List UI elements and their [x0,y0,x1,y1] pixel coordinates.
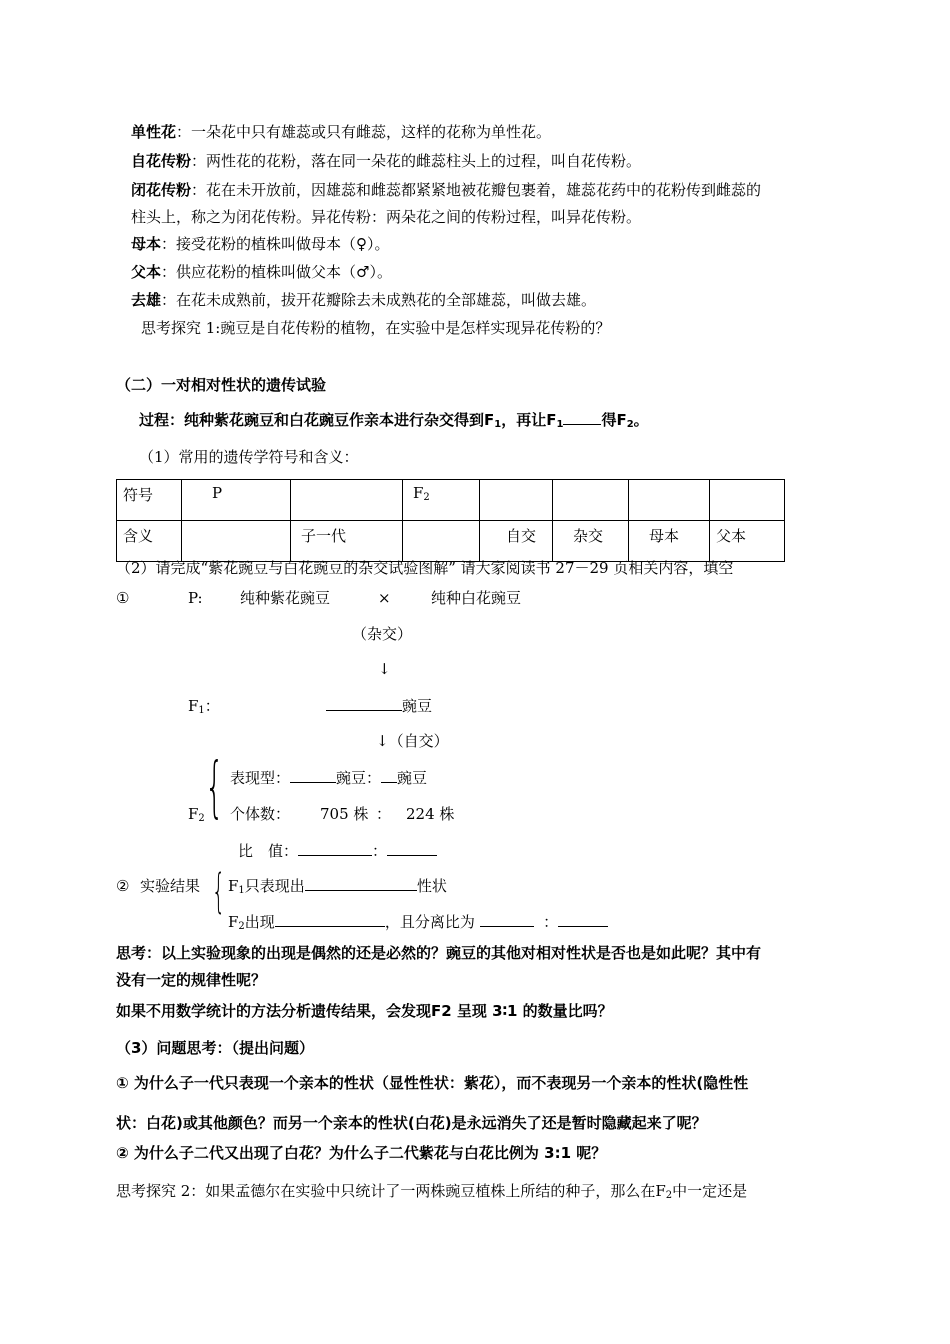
think-bold-line: 思考：以上实验现象的出现是偶然的还是必然的？豌豆的其他对相对性状是否也是如此呢？其中有 [116,944,762,962]
result-label: 实验结果 [140,877,201,895]
question-3-1-cont: 状：白花)或其他颜色？而另一个亲本的性状(白花)是永远消失了还是暂时隐藏起来了呢？ [116,1114,707,1132]
result-f1: $F_1$只表现出 性状 [228,877,447,896]
table-cell: 符号 [117,480,182,521]
definition-line: 父本：供应花粉的植株叫做父本（♂）。 [131,263,392,281]
table-cell [553,480,629,521]
parent-1: 纯种紫花豌豆 [240,589,331,607]
process-line: 过程：纯种紫花豌豆和白花豌豆作亲本进行杂交得到$F_1$，再让$F_1$ 得$F_2$。 [139,411,649,430]
section-title: （二）一对相对性状的遗传试验 [116,376,327,394]
count-1: 705 株 [320,805,369,823]
selfing-label: ↓（自交） [376,732,449,750]
item-number-1: ① [116,589,130,607]
parent-2: 纯种白花豌豆 [431,589,522,607]
curly-brace-icon: { [205,748,224,825]
definition-line: 柱头上，称之为闭花传粉。异花传粉：两朵花之间的传粉过程，叫异花传粉。 [131,208,642,226]
think-prompt-2: 思考探究 2：如果孟德尔在实验中只统计了一两株豌豆植株上所结的种子，那么在$F_2$中一定还是 [116,1182,748,1201]
ratio-line: 比 值： ： [238,840,437,862]
f1-label: $F_1$： [188,697,220,716]
table-cell [182,521,291,562]
definition-line: 单性花：一朵花中只有雄蕊或只有雌蕊，这样的花称为单性花。 [131,123,552,141]
think-bold-line: 没有一定的规律性呢？ [116,971,267,989]
down-arrow: ↓ [378,660,391,678]
f2-label: $F_2$ [188,805,205,824]
table-cell: P [182,480,291,521]
item-number-2: ② [116,877,130,895]
think-prompt-1: 思考探究 1:豌豆是自花传粉的植物，在实验中是怎样实现异花传粉的？ [141,319,611,337]
question-2-label: （2）请完成“紫花豌豆与白花豌豆的杂交试验图解” 请大家阅读书 27－29 页相关内容，填空 [116,559,734,577]
count-separator: ： [376,805,392,823]
table-cell: 母本 [629,521,710,562]
table-cell [480,480,553,521]
table-cell: 杂交 [553,521,629,562]
count-2: 224 株 [406,805,455,823]
table-cell: 子一代 [291,521,403,562]
question-1-label: （1）常用的遗传学符号和含义： [139,448,359,466]
parent-label: P: [188,589,203,607]
definition-line: 母本：接受花粉的植株叫做母本（♀）。 [131,235,390,253]
table-cell [710,480,785,521]
table-cell: 含义 [117,521,182,562]
f1-result: 豌豆 [326,695,432,717]
think-bold-line: 如果不用数学统计的方法分析遗传结果，会发现F2 呈现 3∶1 的数量比吗？ [116,1002,613,1020]
hybrid-label: （杂交） [352,625,413,643]
definition-line: 闭花传粉：花在未开放前，因雄蕊和雌蕊都紧紧地被花瓣包裹着，雄蕊花药中的花粉传到雌蕊的 [131,181,762,199]
definition-line: 自花传粉：两性花的花粉，落在同一朵花的雌蕊柱头上的过程，叫自花传粉。 [131,152,642,170]
question-3-label: （3）问题思考：（提出问题） [116,1039,314,1057]
genetics-symbol-table [116,479,785,562]
table-cell [403,521,480,562]
table-cell: 自交 [480,521,553,562]
cross-symbol: × [378,589,391,607]
question-3-2: ② 为什么子二代又出现了白花？为什么子二代紫花与白花比例为 3:1 呢？ [116,1144,607,1162]
table-cell [629,480,710,521]
curly-brace-icon: { [212,864,226,918]
count-line: 个体数： [230,805,291,823]
table-cell: $F_2$ [403,480,480,521]
result-f2: $F_2$出现 ，且分离比为 ： [228,911,608,938]
definition-line: 去雄：在花未成熟前，拔开花瓣除去未成熟花的全部雄蕊，叫做去雄。 [131,291,597,309]
table-cell [291,480,403,521]
table-row [117,521,785,562]
table-cell: 父本 [710,521,785,562]
question-3-1: ① 为什么子一代只表现一个亲本的性状（显性性状：紫花），而不表现另一个亲本的性状(隐性性 [116,1074,749,1092]
phenotype-line: 表现型： 豌豆： 豌豆 [230,769,428,787]
table-row [117,480,785,521]
